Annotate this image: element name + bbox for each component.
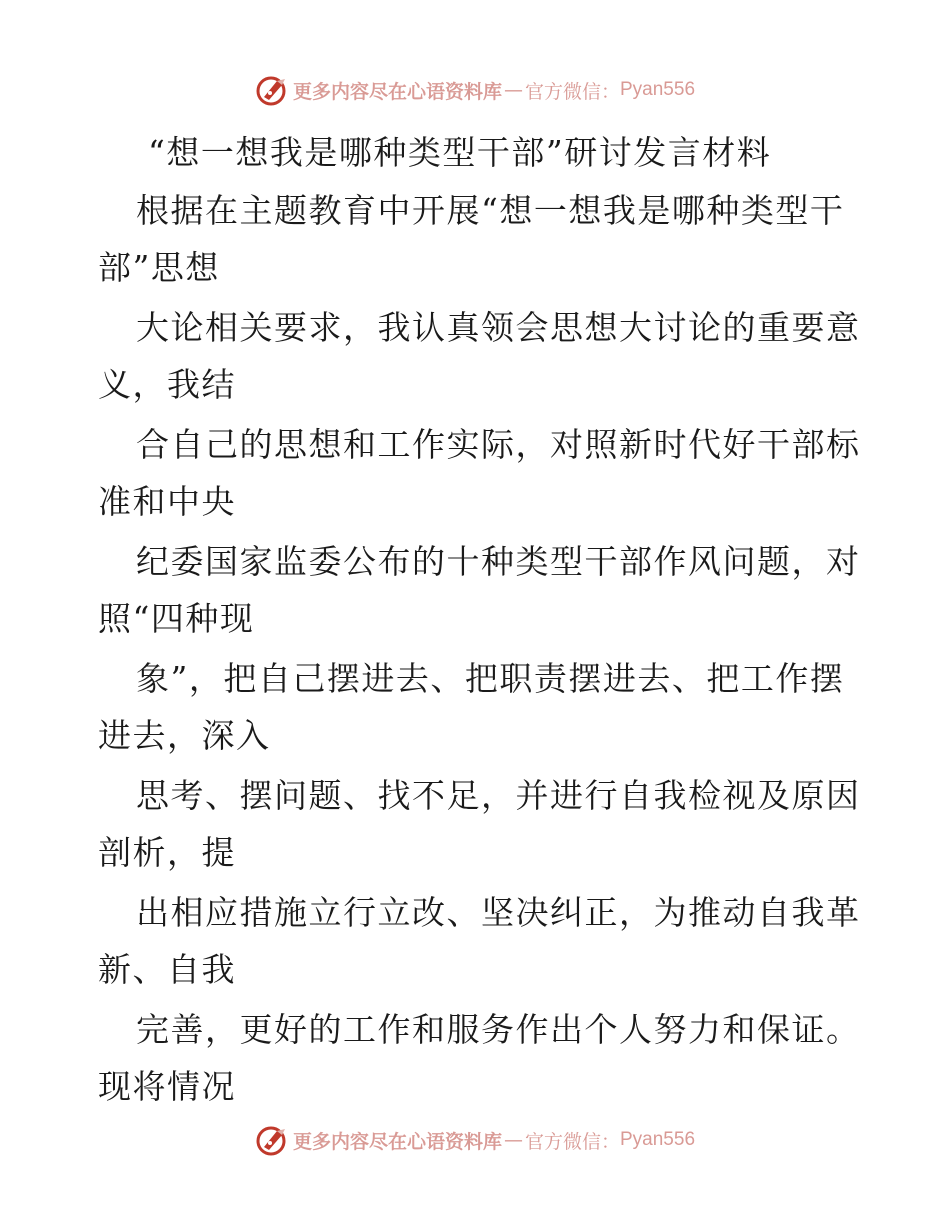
paragraph-line: 新、自我 [98, 950, 236, 989]
pen-nib-circle-logo-icon [255, 1123, 289, 1157]
paragraph-line: 出相应措施立行立改、坚决纠正，为推动自我革 [136, 893, 861, 932]
paragraph-line: 根据在主题教育中开展“想一想我是哪种类型干 [136, 191, 845, 230]
paragraph-line: 完善，更好的工作和服务作出个人努力和保证。 [136, 1010, 861, 1049]
watermark-brand-text: 更多内容尽在心语资料库 [292, 1130, 502, 1153]
watermark-wechat-id: Pyan556 [620, 79, 696, 100]
header-watermark [0, 70, 950, 110]
paragraph-line: 部”思想 [98, 248, 220, 287]
paragraph-line: 准和中央 [98, 482, 236, 521]
watermark-official-label: 官方微信： [524, 1130, 620, 1153]
watermark-wechat-id: Pyan556 [620, 1129, 696, 1150]
paragraph-line: 思考、摆问题、找不足，并进行自我检视及原因 [136, 776, 861, 815]
paragraph-line: 照“四种现 [98, 599, 255, 638]
paragraph-line: 进去，深入 [98, 716, 271, 755]
watermark-dash: — [503, 1129, 523, 1151]
watermark-official-label: 官方微信： [524, 80, 620, 103]
footer-watermark [0, 1120, 950, 1160]
paragraph-line: 义，我结 [98, 365, 236, 404]
paragraph-line: 象”，把自己摆进去、把职责摆进去、把工作摆 [136, 659, 845, 698]
paragraph-line: 剖析，提 [98, 833, 236, 872]
document-title: “想一想我是哪种类型干部”研讨发言材料 [148, 133, 772, 172]
paragraph-line: 大论相关要求，我认真领会思想大讨论的重要意 [136, 308, 861, 347]
watermark-brand-text: 更多内容尽在心语资料库 [292, 80, 502, 103]
paragraph-line: 合自己的思想和工作实际，对照新时代好干部标 [136, 425, 861, 464]
paragraph-line: 现将情况 [98, 1067, 236, 1106]
paragraph-line: 纪委国家监委公布的十种类型干部作风问题，对 [136, 542, 861, 581]
pen-nib-circle-logo-icon [255, 73, 289, 107]
watermark-dash: — [503, 79, 523, 101]
